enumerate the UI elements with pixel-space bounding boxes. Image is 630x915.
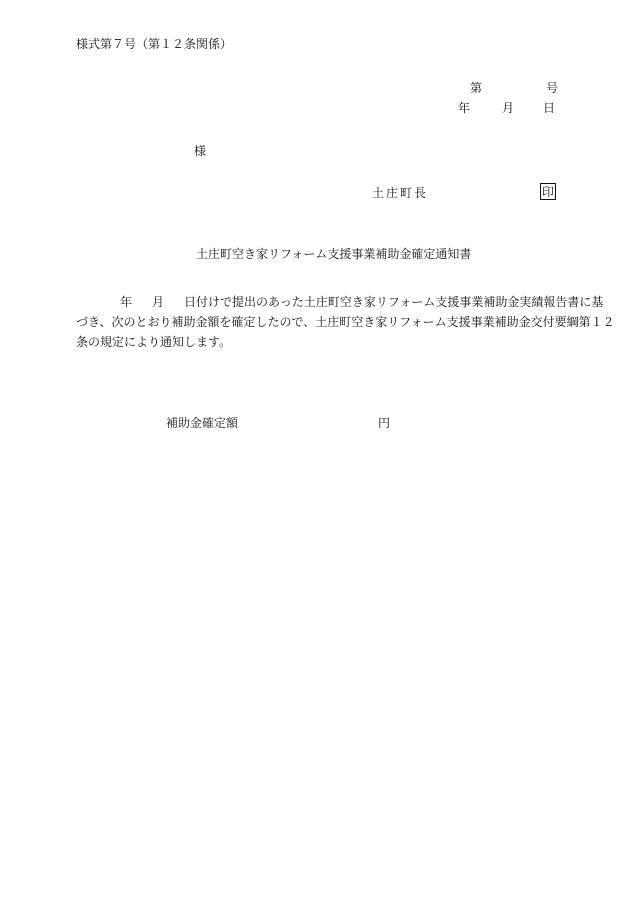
amount-unit: 円 — [378, 416, 391, 430]
amount-label: 補助金確定額 — [166, 416, 239, 430]
body-line-3: 条の規定により通知します。 — [76, 335, 232, 349]
body-line-2: づき、次のとおり補助金額を確定したので、土庄町空き家リフォーム支援事業補助金交付要綱第１２ — [76, 315, 615, 329]
body-line-1 — [76, 292, 604, 312]
recipient-honorific: 様 — [194, 144, 207, 158]
body-month-label: 月 — [152, 295, 165, 309]
form-number: 様式第７号（第１２条関係） — [76, 37, 233, 51]
date-year-label: 年 — [458, 101, 471, 115]
body-line-1-text: 日付けで提出のあった土庄町空き家リフォーム支援事業補助金実績報告書に基 — [184, 295, 604, 309]
body-year-label: 年 — [120, 295, 133, 309]
document-title: 土庄町空き家リフォーム支援事業補助金確定通知書 — [196, 247, 472, 261]
doc-number-suffix: 号 — [546, 81, 559, 95]
doc-number-prefix: 第 — [470, 81, 483, 95]
date-day-label: 日 — [543, 101, 556, 115]
date-month-label: 月 — [502, 101, 515, 115]
issuer-title: 土庄町長 — [372, 186, 429, 200]
body-text — [76, 292, 615, 352]
seal-mark: 印 — [542, 185, 555, 199]
